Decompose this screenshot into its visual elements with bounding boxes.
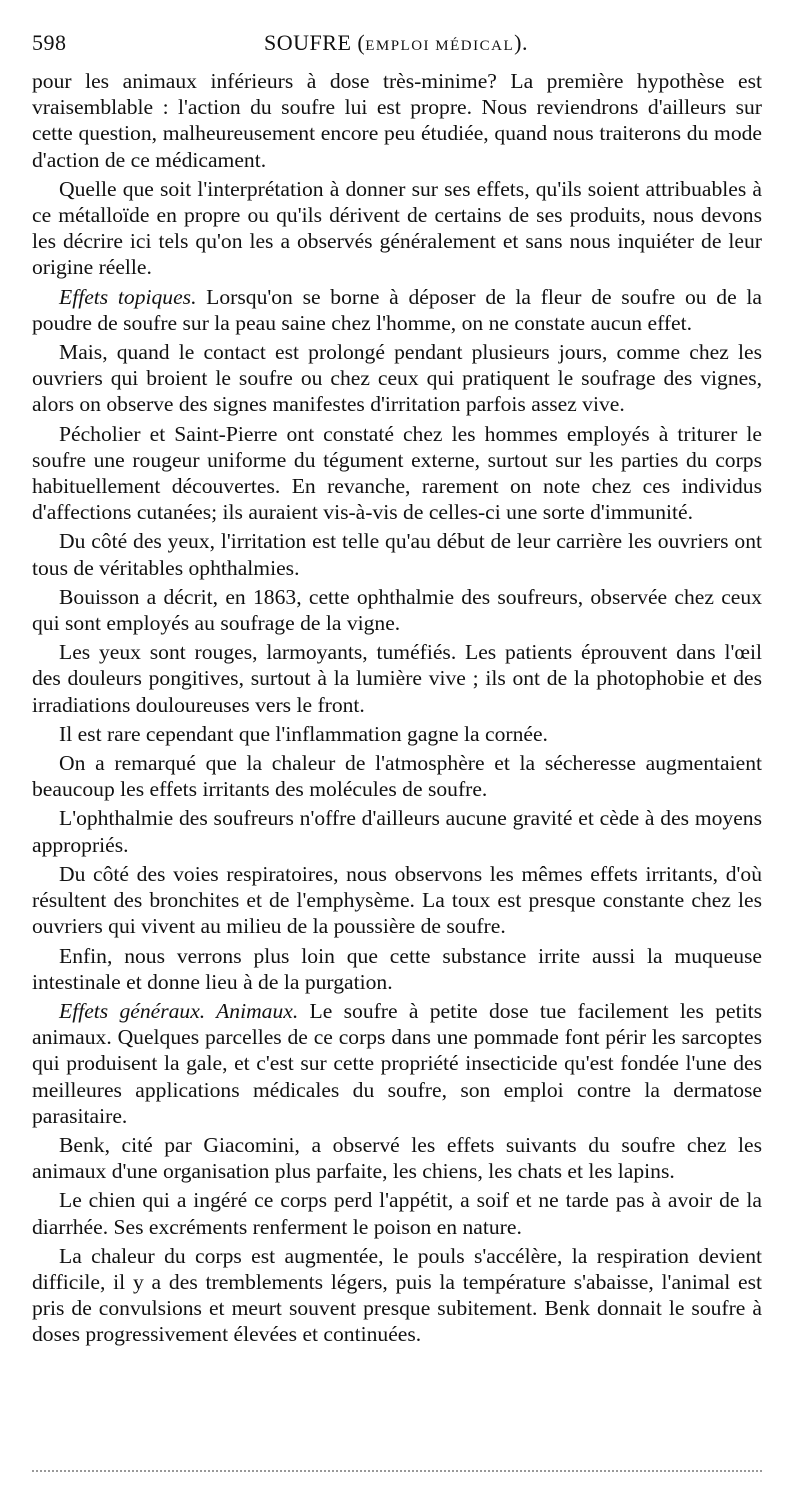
paragraph-text: Mais, quand le contact est prolongé pendant plusieurs jours, comme chez les ouvriers qui broient le soufre ou chez ceux qui pratiquent le soufrage des vignes, alors on observe des signes manifestes d'irritation parfois assez vive.: [32, 340, 762, 417]
paragraph-text: Pécholier et Saint-Pierre ont constaté chez les hommes employés à triturer le soufre une rougeur uniforme du tégument externe, surtout sur les parties du corps habituellement découvertes. En revanche, rarement on note chez ces individus d'affections cutanées; ils auraient vis-à-vis de celles-ci une sorte d'immunité.: [32, 421, 762, 525]
paragraph-text: L'ophthalmie des soufreurs n'offre d'ailleurs aucune gravité et cède à des moyens appropriés.: [32, 806, 762, 857]
body-text: [32, 68, 762, 1351]
paragraph-text: Benk, cité par Giacomini, a observé les effets suivants du soufre chez les animaux d'une organisation plus parfaite, les chiens, les chats et les lapins.: [32, 1132, 762, 1184]
paragraph: [32, 1187, 762, 1239]
paragraph: [32, 639, 762, 718]
paragraph-text: On a remarqué que la chaleur de l'atmosphère et la sécheresse augmentaient beaucoup les effets irritants des molécules de soufre.: [32, 751, 762, 802]
footer-rule: [32, 1470, 762, 1472]
running-title-subtitle: EMPLOI MÉDICAL: [365, 38, 515, 54]
paragraph: [32, 584, 762, 636]
paragraph-text: Enfin, nous verrons plus loin que cette substance irrite aussi la muqueuse intestinale et donne lieu à de la purgation.: [32, 943, 762, 994]
paragraph: [32, 339, 762, 418]
running-header: [32, 30, 760, 60]
paragraph-text: Bouisson a décrit, en 1863, cette ophthalmie des soufreurs, observée chez ceux qui sont employés au soufrage de la vigne.: [32, 584, 762, 636]
paragraph-text: Il est rare cependant que l'inflammation gagne la cornée.: [59, 721, 548, 746]
paragraph: [32, 1132, 762, 1184]
paragraph-text: Du côté des yeux, l'irritation est telle qu'au début de leur carrière les ouvriers ont tous de véritables ophthalmies.: [32, 529, 762, 580]
paragraph-text: Quelle que soit l'interprétation à donner sur ses effets, qu'ils soient attribuables à ce métalloïde en propre ou qu'ils dérivent de certains de ses produits, nous devons les décrire ici tels qu'on les a observés généralement et sans nous inquiéter de leur origine réelle.: [32, 176, 762, 280]
paragraph-text: Du côté des voies respiratoires, nous observons les mêmes effets irritants, d'où résultent des bronchites et de l'emphysème. La toux est presque constante chez les ouvriers qui vivent au milieu de la poussière de soufre.: [32, 861, 762, 939]
paragraph: [32, 750, 762, 802]
paragraph: [32, 1243, 762, 1348]
paragraph: [32, 805, 762, 857]
running-title-close: ).: [514, 30, 528, 55]
paragraph-text: Le chien qui a ingéré ce corps perd l'appétit, a soif et ne tarde pas à avoir de la diarrhée. Ses excréments renferment le poison en nature.: [32, 1188, 762, 1239]
paragraph: [32, 68, 762, 173]
paragraph: [32, 284, 762, 336]
paragraph-text: Lorsqu'on se borne à déposer de la fleur de soufre ou de la poudre de soufre sur la peau saine chez l'homme, on ne constate aucun effet.: [32, 284, 762, 335]
section-lead: Effets topiques.: [59, 284, 197, 309]
running-title: [32, 30, 760, 56]
paragraph: [32, 721, 762, 747]
paragraph-text: La chaleur du corps est augmentée, le pouls s'accélère, la respiration devient difficile, il y a des tremblements légers, puis la température s'abaisse, l'animal est pris de convulsions et meurt souvent presque subitement. Benk donnait le soufre à doses progressivement élevées et continuées.: [32, 1243, 762, 1347]
running-title-main: SOUFRE (: [264, 30, 366, 55]
paragraph: [32, 176, 762, 281]
page-number: 598: [32, 30, 67, 55]
paragraph-text: pour les animaux inférieurs à dose très-minime? La première hypothèse est vraisemblable : l'action du soufre lui est propre. Nous reviendrons d'ailleurs sur cette question, malheureusement encore peu étudiée, quand nous traiterons du mode d'action de ce médicament.: [32, 69, 762, 172]
paragraph: [32, 421, 762, 526]
section-lead: Effets généraux. Animaux.: [59, 998, 299, 1023]
paragraph-text: Les yeux sont rouges, larmoyants, tuméfiés. Les patients éprouvent dans l'œil des douleurs pongitives, surtout à la lumière vive ; ils ont de la photophobie et des irradiations douloureuses vers le front.: [32, 640, 762, 717]
paragraph: [32, 943, 762, 995]
paragraph: [32, 528, 762, 580]
paragraph-text: Le soufre à petite dose tue facilement les petits animaux. Quelques parcelles de ce corps dans une pommade font périr les sarcoptes qui produisent la gale, et c'est sur cette propriété insecticide qu'est fondée l'une des meilleures applications médicales du soufre, son emploi contre la dermatose parasitaire.: [32, 998, 762, 1128]
paragraph: [32, 861, 762, 940]
paragraph: [32, 998, 762, 1129]
